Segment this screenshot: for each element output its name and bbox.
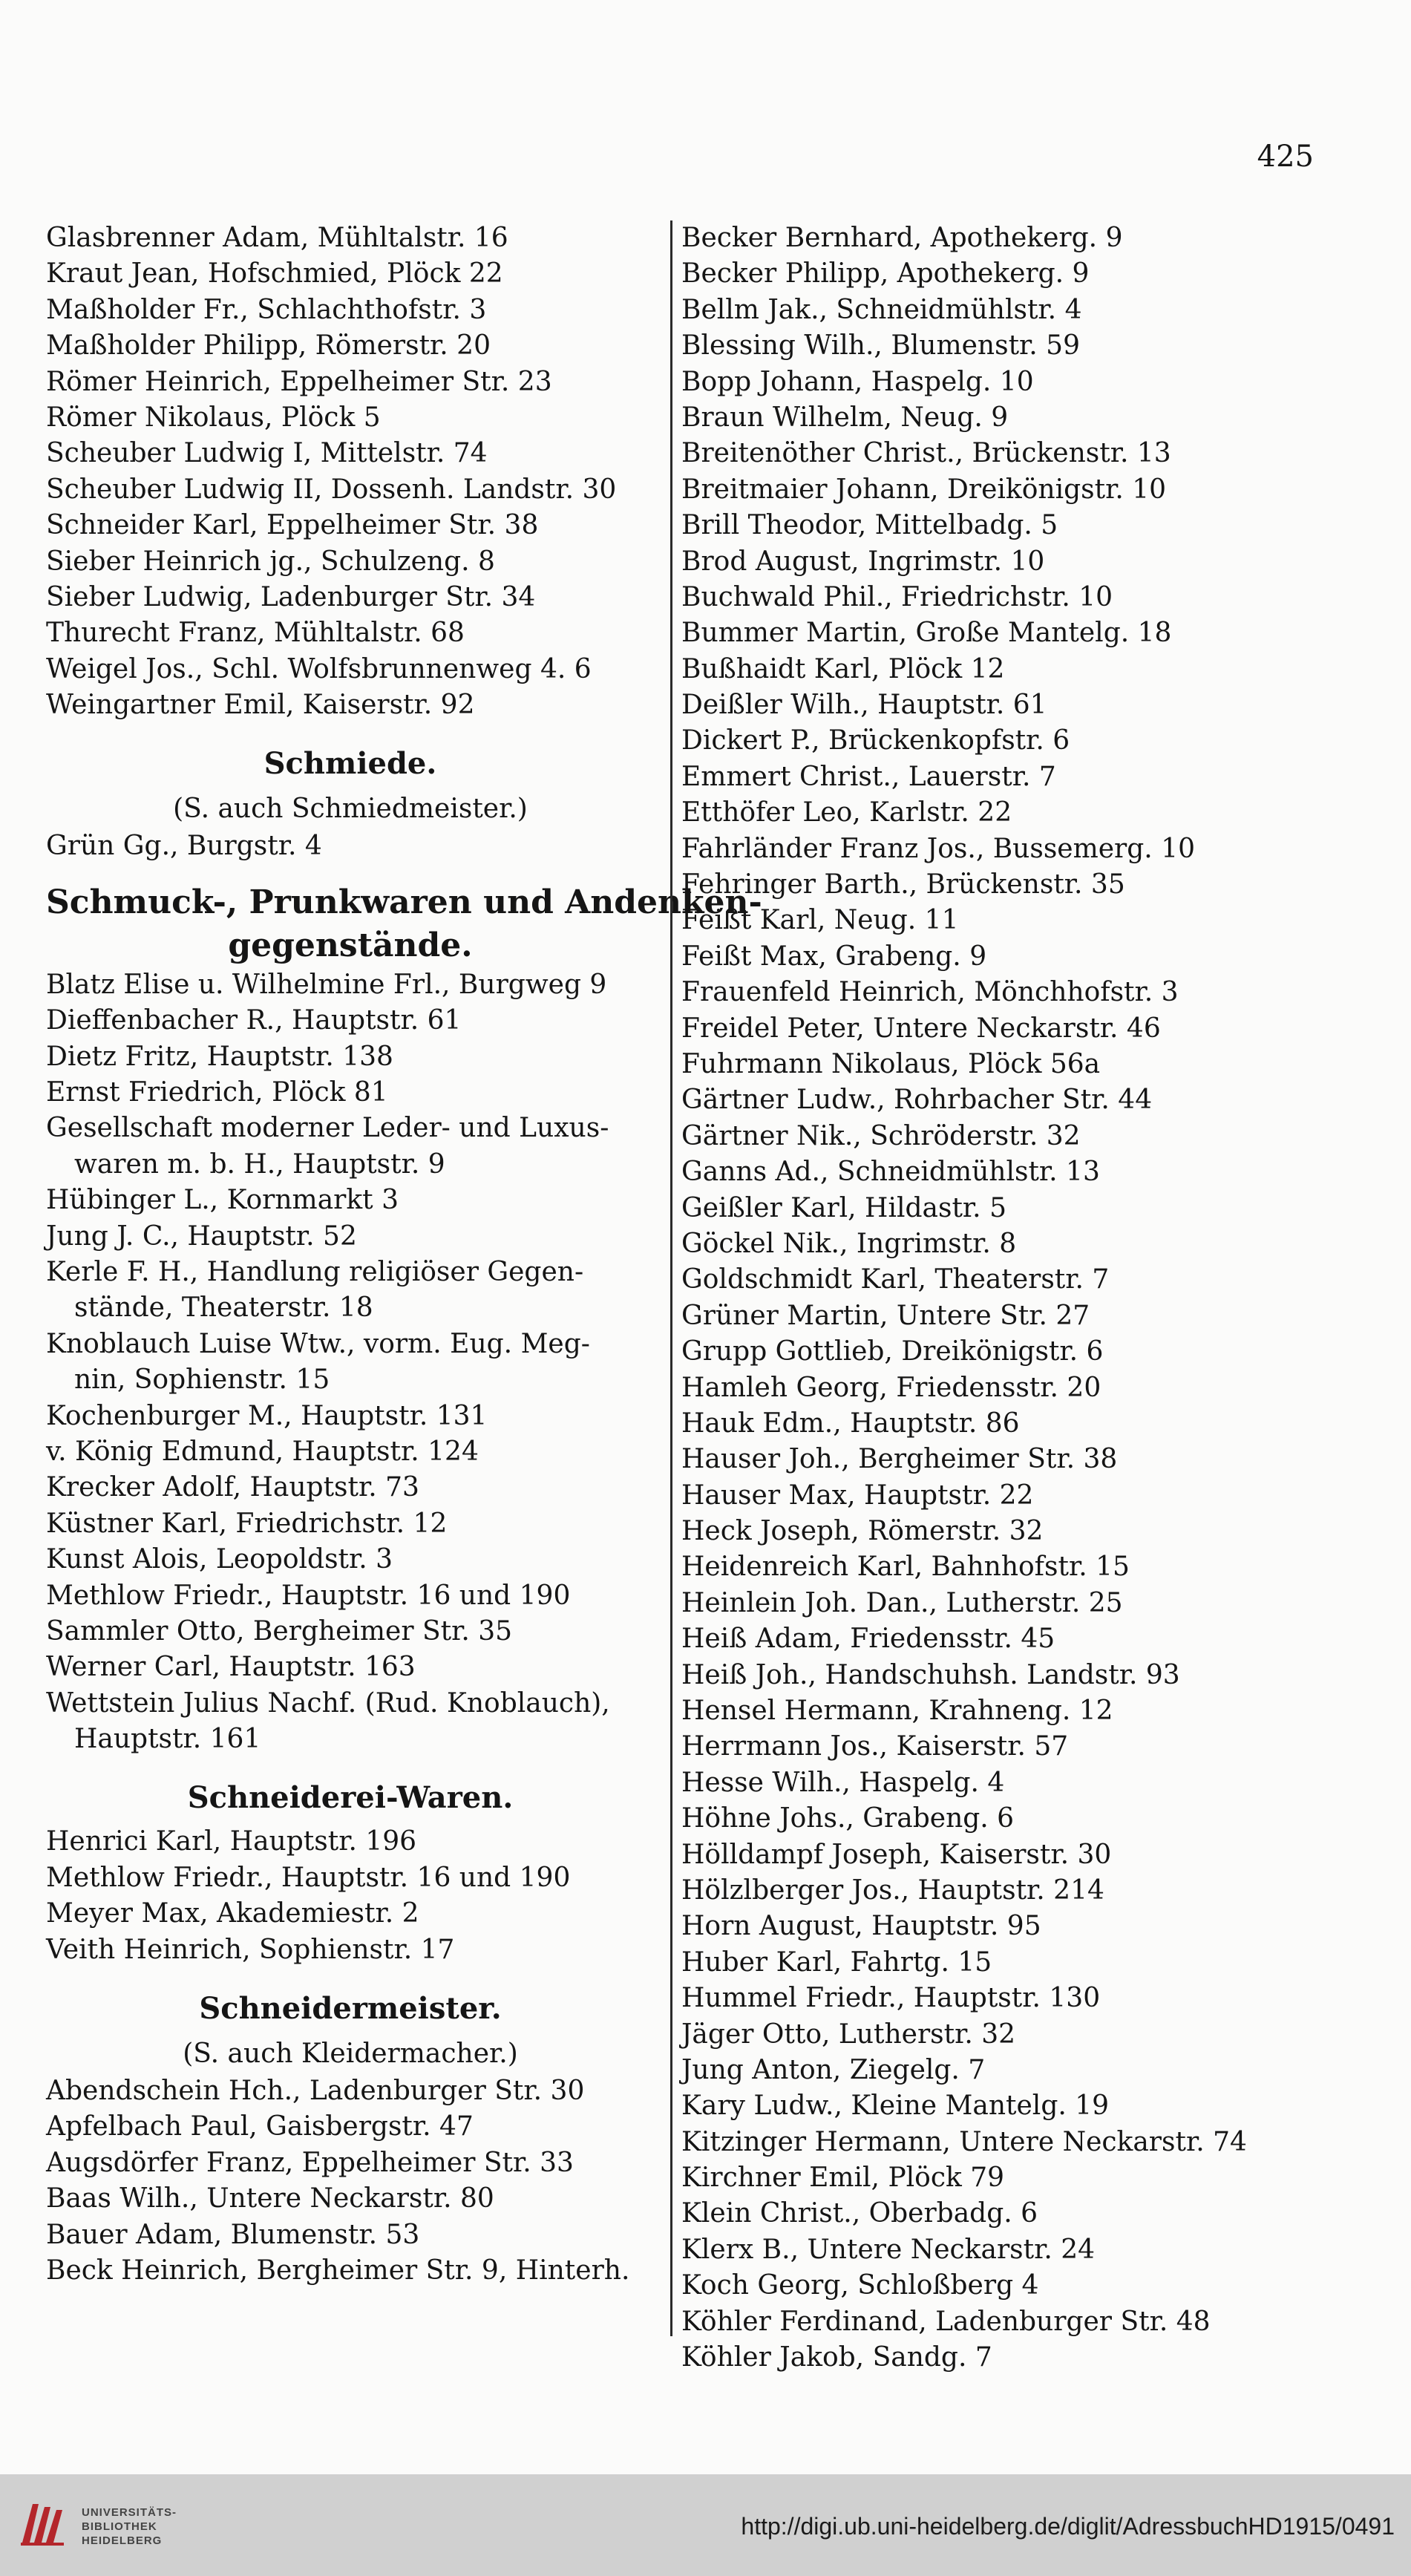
directory-entry: Fuhrmann Nikolaus, Plöck 56a	[681, 1048, 1101, 1079]
directory-entry: Baas Wilh., Untere Neckarstr. 80	[46, 2183, 494, 2214]
directory-entry: Grupp Gottlieb, Dreikönigstr. 6	[681, 1336, 1104, 1367]
directory-entry: Sieber Heinrich jg., Schulzeng. 8	[46, 546, 495, 577]
directory-entry: Braun Wilhelm, Neug. 9	[681, 402, 1009, 433]
directory-entry: Köhler Jakob, Sandg. 7	[681, 2342, 992, 2373]
directory-entry-continuation: stände, Theaterstr. 18	[74, 1292, 373, 1324]
directory-entry: Fehringer Barth., Brückenstr. 35	[681, 869, 1125, 900]
section-heading: gegenstände.	[228, 926, 473, 964]
directory-entry: Henrici Karl, Hauptstr. 196	[46, 1826, 417, 1857]
directory-entry: Kerle F. H., Handlung religiöser Gegen-	[46, 1256, 584, 1287]
directory-entry: Blatz Elise u. Wilhelmine Frl., Burgweg 9	[46, 969, 607, 1000]
directory-entry: Werner Carl, Hauptstr. 163	[46, 1652, 416, 1683]
directory-entry: Bopp Johann, Haspelg. 10	[681, 366, 1034, 397]
directory-entry: Bummer Martin, Große Mantelg. 18	[681, 618, 1172, 649]
directory-entry: v. König Edmund, Hauptstr. 124	[46, 1436, 479, 1467]
directory-entry: Römer Heinrich, Eppelheimer Str. 23	[46, 366, 552, 397]
directory-entry: Kochenburger M., Hauptstr. 131	[46, 1400, 488, 1431]
directory-entry: Römer Nikolaus, Plöck 5	[46, 402, 381, 433]
directory-entry: Knoblauch Luise Wtw., vorm. Eug. Meg-	[46, 1328, 590, 1359]
directory-entry: Bauer Adam, Blumenstr. 53	[46, 2219, 420, 2250]
directory-entry: Hölzlberger Jos., Hauptstr. 214	[681, 1874, 1104, 1906]
section-cross-reference: (S. auch Kleidermacher.)	[183, 2039, 518, 2070]
directory-entry: Sieber Ludwig, Ladenburger Str. 34	[46, 581, 536, 612]
directory-entry: Hauser Joh., Bergheimer Str. 38	[681, 1444, 1118, 1475]
directory-entry: Breitenöther Christ., Brückenstr. 13	[681, 438, 1171, 469]
directory-entry: Jung J. C., Hauptstr. 52	[46, 1220, 357, 1252]
directory-entry: Gärtner Ludw., Rohrbacher Str. 44	[681, 1085, 1153, 1116]
directory-entry: Bellm Jak., Schneidmühlstr. 4	[681, 294, 1082, 325]
library-name-line-1: UNIVERSITÄTS-	[82, 2506, 177, 2519]
section-heading: Schneidermeister.	[199, 1991, 502, 2027]
directory-entry: Dietz Fritz, Hauptstr. 138	[46, 1041, 393, 1072]
directory-entry: Brill Theodor, Mittelbadg. 5	[681, 510, 1058, 541]
directory-entry: Brod August, Ingrimstr. 10	[681, 546, 1045, 577]
directory-entry: Kitzinger Hermann, Untere Neckarstr. 74	[681, 2126, 1247, 2157]
directory-entry: Kraut Jean, Hofschmied, Plöck 22	[46, 258, 503, 290]
left-column	[46, 220, 762, 2289]
directory-entry: Etthöfer Leo, Karlstr. 22	[681, 797, 1012, 828]
directory-entry: Ernst Friedrich, Plöck 81	[46, 1077, 388, 1108]
library-name	[82, 2505, 177, 2548]
directory-entry: Jäger Otto, Lutherstr. 32	[681, 2018, 1016, 2050]
directory-entry: Herrmann Jos., Kaiserstr. 57	[681, 1731, 1069, 1762]
directory-entry: Huber Karl, Fahrtg. 15	[681, 1946, 992, 1978]
directory-entry: Koch Georg, Schloßberg 4	[681, 2270, 1039, 2301]
directory-entry: Kunst Alois, Leopoldstr. 3	[46, 1544, 393, 1575]
library-name-line-2: BIBLIOTHEK	[82, 2520, 157, 2533]
directory-entry: Kirchner Emil, Plöck 79	[681, 2163, 1005, 2194]
directory-entry: Maßholder Philipp, Römerstr. 20	[46, 330, 491, 362]
directory-entry: Fahrländer Franz Jos., Bussemerg. 10	[681, 833, 1195, 864]
directory-entry: Weingartner Emil, Kaiserstr. 92	[46, 690, 475, 721]
directory-entry: Veith Heinrich, Sophienstr. 17	[46, 1934, 455, 1965]
directory-entry: Emmert Christ., Lauerstr. 7	[681, 761, 1056, 792]
directory-entry: Horn August, Hauptstr. 95	[681, 1911, 1041, 1942]
section-cross-reference: (S. auch Schmiedmeister.)	[173, 794, 528, 825]
directory-entry-continuation: Hauptstr. 161	[74, 1724, 261, 1755]
directory-entry: Geißler Karl, Hildastr. 5	[681, 1192, 1006, 1223]
university-library-logo-icon	[16, 2497, 68, 2549]
directory-entry: Küstner Karl, Friedrichstr. 12	[46, 1508, 448, 1539]
directory-entry: Breitmaier Johann, Dreikönigstr. 10	[681, 474, 1167, 505]
directory-entry: Becker Bernhard, Apothekerg. 9	[681, 223, 1123, 253]
directory-entry: Heinlein Joh. Dan., Lutherstr. 25	[681, 1587, 1123, 1618]
directory-entry: Grün Gg., Burgstr. 4	[46, 831, 322, 862]
directory-entry: Grüner Martin, Untere Str. 27	[681, 1300, 1090, 1331]
directory-entry: Feißt Karl, Neug. 11	[681, 905, 959, 936]
directory-entry: Abendschein Hch., Ladenburger Str. 30	[46, 2076, 585, 2107]
directory-entry: Dieffenbacher R., Hauptstr. 61	[46, 1005, 462, 1036]
directory-entry: Scheuber Ludwig I, Mittelstr. 74	[46, 438, 488, 469]
section-heading: Schneiderei-Waren.	[187, 1780, 514, 1816]
directory-entry: Heck Joseph, Römerstr. 32	[681, 1516, 1044, 1547]
directory-entry: Hölldampf Joseph, Kaiserstr. 30	[681, 1839, 1112, 1870]
directory-entry: Freidel Peter, Untere Neckarstr. 46	[681, 1013, 1161, 1044]
directory-entry: Jung Anton, Ziegelg. 7	[681, 2054, 986, 2085]
directory-entry: Gesellschaft moderner Leder- und Luxus-	[46, 1113, 609, 1144]
directory-entry: Bußhaidt Karl, Plöck 12	[681, 653, 1005, 684]
directory-entry: Klerx B., Untere Neckarstr. 24	[681, 2234, 1096, 2265]
source-url-link[interactable]: http://digi.ub.uni-heidelberg.de/diglit/AdressbuchHD1915/0491	[741, 2513, 1395, 2540]
directory-entry: Heidenreich Karl, Bahnhofstr. 15	[681, 1552, 1130, 1583]
directory-entry-continuation: nin, Sophienstr. 15	[74, 1364, 330, 1396]
library-name-line-3: HEIDELBERG	[82, 2534, 163, 2547]
directory-entry-continuation: waren m. b. H., Hauptstr. 9	[74, 1148, 445, 1180]
directory-entry: Kary Ludw., Kleine Mantelg. 19	[681, 2090, 1110, 2122]
directory-entry: Köhler Ferdinand, Ladenburger Str. 48	[681, 2306, 1211, 2337]
footer-bar	[0, 2474, 1411, 2576]
directory-entry: Methlow Friedr., Hauptstr. 16 und 190	[46, 1862, 571, 1893]
directory-entry: Dickert P., Brückenkopfstr. 6	[681, 725, 1070, 756]
directory-entry: Becker Philipp, Apothekerg. 9	[681, 258, 1090, 290]
directory-entry: Methlow Friedr., Hauptstr. 16 und 190	[46, 1580, 571, 1611]
directory-entry: Frauenfeld Heinrich, Mönchhofstr. 3	[681, 977, 1179, 1008]
directory-entry: Höhne Johs., Grabeng. 6	[681, 1803, 1015, 1834]
directory-entry: Apfelbach Paul, Gaisbergstr. 47	[46, 2111, 474, 2142]
directory-entry: Beck Heinrich, Bergheimer Str. 9, Hinterh.	[46, 2255, 630, 2286]
directory-entry: Hummel Friedr., Hauptstr. 130	[681, 1983, 1101, 2014]
directory-entry: Heiß Adam, Friedensstr. 45	[681, 1624, 1055, 1655]
directory-entry: Wettstein Julius Nachf. (Rud. Knoblauch),	[46, 1687, 610, 1719]
directory-entry: Maßholder Fr., Schlachthofstr. 3	[46, 294, 487, 325]
directory-entry: Göckel Nik., Ingrimstr. 8	[681, 1228, 1017, 1259]
directory-entry: Feißt Max, Grabeng. 9	[681, 941, 987, 972]
directory-entry: Hesse Wilh., Haspelg. 4	[681, 1767, 1005, 1798]
page-number: 425	[1257, 140, 1314, 174]
directory-entry: Scheuber Ludwig II, Dossenh. Landstr. 30	[46, 474, 617, 505]
directory-entry: Augsdörfer Franz, Eppelheimer Str. 33	[46, 2147, 574, 2178]
directory-entry: Sammler Otto, Bergheimer Str. 35	[46, 1615, 513, 1647]
directory-entry: Ganns Ad., Schneidmühlstr. 13	[681, 1157, 1100, 1188]
directory-entry: Blessing Wilh., Blumenstr. 59	[681, 330, 1080, 362]
directory-entry: Schneider Karl, Eppelheimer Str. 38	[46, 510, 539, 541]
section-heading: Schmuck-, Prunkwaren und Andenken-	[46, 883, 762, 921]
right-column	[670, 220, 1375, 2373]
directory-entry: Glasbrenner Adam, Mühltalstr. 16	[46, 223, 508, 253]
directory-entry: Deißler Wilh., Hauptstr. 61	[681, 690, 1047, 721]
directory-entry: Heiß Joh., Handschuhsh. Landstr. 93	[681, 1659, 1180, 1690]
directory-entry: Gärtner Nik., Schröderstr. 32	[681, 1120, 1081, 1151]
directory-entry: Klein Christ., Oberbadg. 6	[681, 2198, 1038, 2229]
directory-entry: Buchwald Phil., Friedrichstr. 10	[681, 581, 1113, 612]
directory-entry: Weigel Jos., Schl. Wolfsbrunnenweg 4. 6	[46, 653, 592, 684]
directory-entry: Hensel Hermann, Krahneng. 12	[681, 1696, 1113, 1727]
directory-entry: Goldschmidt Karl, Theaterstr. 7	[681, 1264, 1110, 1295]
directory-entry: Krecker Adolf, Hauptstr. 73	[46, 1472, 419, 1503]
directory-entry: Hübinger L., Kornmarkt 3	[46, 1185, 399, 1216]
directory-entry: Thurecht Franz, Mühltalstr. 68	[46, 618, 465, 649]
directory-entry: Hamleh Georg, Friedensstr. 20	[681, 1372, 1101, 1403]
directory-entry: Hauser Max, Hauptstr. 22	[681, 1480, 1034, 1511]
directory-entry: Hauk Edm., Hauptstr. 86	[681, 1408, 1020, 1439]
section-heading: Schmiede.	[263, 746, 437, 782]
directory-entry: Meyer Max, Akademiestr. 2	[46, 1898, 419, 1929]
